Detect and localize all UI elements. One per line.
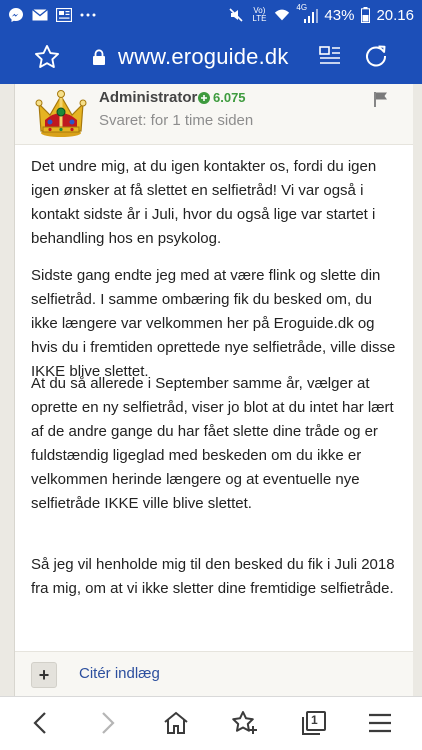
wifi-icon <box>274 7 290 23</box>
plus-circle-icon <box>198 92 210 104</box>
post-paragraph-1: Det undre mig, at du igen kontakter os, fordi du igen igen ønsker at få slettet en selfietråd! Vi var også i kontakt sidste år i Juli, hvor du også lige var startet i behandling hos en psykolog. <box>31 158 377 247</box>
post-paragraph-4: Så jeg vil henholde mig til den besked du fik i Juli 2018 fra mig, om at vi ikke sletter dine fremtidige selfietråde. <box>31 556 395 597</box>
post-paragraph-3: At du så allerede i September samme år, vælger at oprette en ny selfietråd, viser jo blot at du intet har lært af de andre gange du har fået slette dine tråde og er fuldstændig ligeglad med beskeden om du ikke er velkommen herinde længere og at eventuelle nye selfietråde IKKE ville blive slettet. <box>31 375 394 512</box>
page-content <box>0 84 422 696</box>
reputation-value: 6.075 <box>213 90 246 105</box>
bookmarks-button[interactable] <box>228 707 260 739</box>
news-icon <box>56 7 72 23</box>
battery-percent: 43% <box>324 6 355 24</box>
post-body <box>15 144 413 652</box>
status-left-icons <box>8 7 96 23</box>
reputation-badge <box>198 90 246 105</box>
back-arrow-icon <box>32 711 48 735</box>
menu-button[interactable] <box>364 707 396 739</box>
post-author[interactable]: Administrator <box>99 89 198 106</box>
status-bar <box>0 0 422 30</box>
reload-icon[interactable] <box>363 43 389 69</box>
tabs-button[interactable] <box>298 707 330 739</box>
network-type-label: 4G <box>296 3 308 12</box>
browser-bottom-nav <box>0 696 422 750</box>
forward-arrow-icon <box>100 711 116 735</box>
quote-post-link[interactable]: Citér indlæg <box>79 665 160 682</box>
more-dots-icon <box>80 7 96 23</box>
lock-icon <box>92 49 106 65</box>
messenger-icon <box>8 7 24 23</box>
post-actions <box>15 652 413 696</box>
report-flag-icon[interactable] <box>373 91 389 107</box>
volte-top-label: Vo) <box>253 6 266 15</box>
hamburger-menu-icon <box>368 713 392 733</box>
home-button[interactable] <box>160 707 192 739</box>
volte-bottom-label: LTE <box>252 14 267 23</box>
post-paragraph-2: Sidste gang endte jeg med at være flink og slette din selfietråd. I samme ombæring fik du besked om, du ikke længere var velkommen her på Eroguide.dk og hvis du i fremtiden oprettede nye selfietråde, ville disse IKKE blive slettet. <box>31 267 396 380</box>
browser-url-bar <box>0 30 422 84</box>
volte-indicator <box>250 7 268 23</box>
home-icon <box>163 711 189 735</box>
url-text[interactable]: www.eroguide.dk <box>118 44 289 69</box>
battery-icon <box>360 7 370 23</box>
status-right-icons <box>228 3 414 24</box>
mute-icon <box>228 7 244 23</box>
forum-post <box>14 84 412 696</box>
reader-mode-icon[interactable] <box>319 45 341 67</box>
multiquote-plus-button[interactable]: + <box>31 662 57 688</box>
back-button[interactable] <box>24 707 56 739</box>
clock: 20.16 <box>376 6 414 24</box>
crown-avatar-icon[interactable] <box>35 88 87 138</box>
mail-icon <box>32 7 48 23</box>
signal-icon <box>296 3 318 23</box>
answered-timestamp: Svaret: for 1 time siden <box>99 112 254 129</box>
tab-count: 1 <box>311 713 318 727</box>
post-header <box>15 84 413 144</box>
bookmarks-star-icon <box>230 710 258 736</box>
forward-button[interactable] <box>92 707 124 739</box>
bookmark-star-icon[interactable] <box>33 43 61 71</box>
